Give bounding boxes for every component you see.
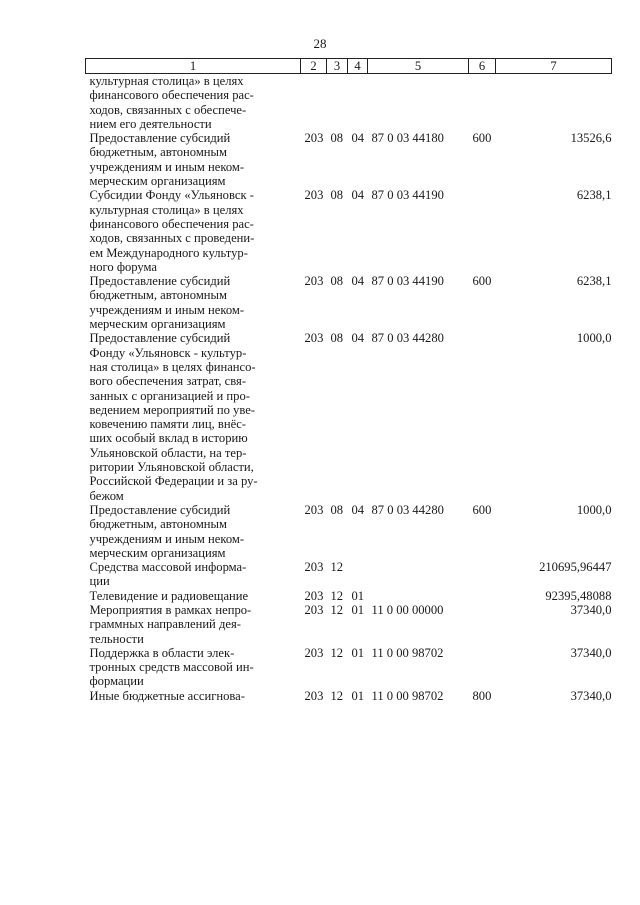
expense-type: 600 (472, 274, 492, 289)
header-col-2: 2 (301, 59, 327, 74)
item-name-line: мерческим организациям (89, 317, 226, 332)
item-name-line: занных с организацией и про- (89, 388, 250, 403)
target-article: 87 0 03 44190 (371, 188, 444, 203)
item-name-line: ходов, связанных с проведени- (89, 231, 255, 246)
table-row (86, 331, 612, 503)
item-name (86, 589, 301, 603)
section-code: 08 (330, 502, 344, 517)
item-name-line: Предоставление субсидий (89, 331, 231, 346)
item-name-line: Мероприятия в рамках непро- (89, 602, 252, 617)
header-col-5: 5 (368, 59, 469, 74)
header-col-4: 4 (348, 59, 368, 74)
ved-code: 203 (304, 502, 324, 517)
section-code: 12 (330, 560, 344, 575)
item-name-line: ного форума (89, 259, 158, 274)
amount: 1000,0 (576, 502, 612, 517)
item-name-line: учреждениям и иным неком- (89, 159, 245, 174)
subsection-code: 04 (351, 331, 365, 346)
item-name-line: формации (89, 674, 144, 689)
item-name-line: Субсидии Фонду «Ульяновск - (89, 188, 254, 203)
ved-code: 203 (304, 331, 324, 346)
budget-table (85, 58, 612, 703)
amount: 92395,48088 (545, 588, 612, 603)
table-row (86, 274, 612, 331)
target-article: 11 0 00 00000 (371, 602, 444, 617)
item-name (86, 274, 301, 331)
target-article (368, 74, 469, 132)
item-name-line: ритории Ульяновской области, (89, 460, 254, 475)
item-name-line: бюджетным, автономным (89, 288, 227, 303)
expense-type: 800 (472, 688, 492, 703)
expense-type (469, 74, 496, 132)
item-name-line: Поддержка в области элек- (89, 645, 235, 660)
subsection-code (348, 74, 368, 132)
amount: 1000,0 (576, 331, 612, 346)
item-name-line: мерческим организациям (89, 174, 226, 189)
subsection-code: 04 (351, 274, 365, 289)
item-name-line: мерческим организациям (89, 545, 226, 560)
section-code: 12 (330, 645, 344, 660)
item-name-line: тельности (89, 631, 144, 646)
header-row (86, 59, 612, 74)
header-col-3: 3 (327, 59, 348, 74)
expense-type: 600 (472, 131, 492, 146)
section-code: 12 (330, 588, 344, 603)
ved-code: 203 (304, 602, 324, 617)
subsection-code: 01 (351, 645, 365, 660)
subsection-code: 04 (351, 502, 365, 517)
item-name-line: Предоставление субсидий (89, 502, 231, 517)
table-row (86, 503, 612, 560)
target-article: 87 0 03 44180 (371, 131, 444, 146)
item-name (86, 74, 301, 132)
item-name-line: ведением мероприятий по уве- (89, 402, 255, 417)
section-code: 08 (330, 274, 344, 289)
amount (496, 74, 612, 132)
amount: 13526,6 (570, 131, 612, 146)
page-number: 28 (313, 36, 327, 51)
subsection-code: 04 (351, 131, 365, 146)
item-name-line: учреждениям и иным неком- (89, 531, 245, 546)
table-row (86, 603, 612, 646)
subsection-code (348, 560, 368, 589)
target-article (368, 589, 469, 603)
table-row (86, 131, 612, 188)
item-name-line: Российской Федерации и за ру- (89, 474, 258, 489)
expense-type (469, 560, 496, 589)
table-row (86, 689, 612, 703)
item-name-line: тронных средств массовой ин- (89, 660, 254, 675)
section-code: 12 (330, 602, 344, 617)
header-col-7: 7 (496, 59, 612, 74)
item-name (86, 560, 301, 589)
item-name-line: ем Международного культур- (89, 245, 248, 260)
item-name-line: Предоставление субсидий (89, 131, 231, 146)
table-row (86, 188, 612, 274)
section-code: 08 (330, 331, 344, 346)
item-name (86, 503, 301, 560)
ved-code: 203 (304, 588, 324, 603)
item-name-line: граммных направлений дея- (89, 617, 241, 632)
item-name-line: бюджетным, автономным (89, 517, 227, 532)
amount: 210695,96447 (539, 560, 612, 575)
section-code: 12 (330, 688, 344, 703)
section-code: 08 (330, 131, 344, 146)
target-article: 11 0 00 98702 (371, 645, 444, 660)
expense-type (469, 603, 496, 646)
item-name-line: финансового обеспечения рас- (89, 88, 254, 103)
item-name-line: учреждениям и иным неком- (89, 302, 245, 317)
amount: 6238,1 (576, 274, 612, 289)
item-name-line: Средства массовой информа- (89, 560, 247, 575)
header-col-1: 1 (86, 59, 301, 74)
item-name (86, 188, 301, 274)
target-article: 87 0 03 44280 (371, 331, 444, 346)
expense-type (469, 188, 496, 274)
item-name-line: бежом (89, 488, 124, 503)
amount: 37340,0 (570, 688, 612, 703)
table-row (86, 74, 612, 132)
item-name-line: Фонду «Ульяновск - культур- (89, 345, 247, 360)
item-name-line: ходов, связанных с обеспече- (89, 102, 247, 117)
expense-type (469, 589, 496, 603)
item-name-line: финансового обеспечения рас- (89, 216, 254, 231)
item-name-line: Ульяновской области, на тер- (89, 445, 247, 460)
subsection-code: 01 (351, 688, 365, 703)
item-name-line: культурная столица» в целях (89, 202, 244, 217)
item-name-line: ших особый вклад в историю (89, 431, 248, 446)
ved-code: 203 (304, 560, 324, 575)
ved-code: 203 (304, 688, 324, 703)
item-name (86, 603, 301, 646)
item-name-line: вого обеспечения затрат, свя- (89, 374, 247, 389)
item-name-line: бюджетным, автономным (89, 145, 227, 160)
subsection-code: 01 (351, 588, 365, 603)
item-name (86, 646, 301, 689)
ved-code: 203 (304, 274, 324, 289)
ved-code (301, 74, 327, 132)
amount: 37340,0 (570, 645, 612, 660)
item-name-line: культурная столица» в целях (89, 74, 244, 88)
item-name-line: ции (89, 574, 110, 589)
item-name-line: Иные бюджетные ассигнова- (89, 688, 245, 703)
header-col-6: 6 (469, 59, 496, 74)
target-article: 87 0 03 44280 (371, 502, 444, 517)
item-name (86, 689, 301, 703)
table-row (86, 589, 612, 603)
ved-code: 203 (304, 131, 324, 146)
section-code (327, 74, 348, 132)
target-article: 87 0 03 44190 (371, 274, 444, 289)
target-article: 11 0 00 98702 (371, 688, 444, 703)
expense-type (469, 646, 496, 689)
ved-code: 203 (304, 645, 324, 660)
amount: 37340,0 (570, 602, 612, 617)
section-code: 08 (330, 188, 344, 203)
expense-type (469, 331, 496, 503)
item-name-line: Предоставление субсидий (89, 274, 231, 289)
item-name-line: ная столица» в целях финансо- (89, 359, 256, 374)
ved-code: 203 (304, 188, 324, 203)
item-name (86, 331, 301, 503)
item-name-line: ковечению памяти лиц, внёс- (89, 417, 246, 432)
expense-type: 600 (472, 502, 492, 517)
target-article (368, 560, 469, 589)
subsection-code: 01 (351, 602, 365, 617)
table-row (86, 646, 612, 689)
table-row (86, 560, 612, 589)
amount: 6238,1 (576, 188, 612, 203)
subsection-code: 04 (351, 188, 365, 203)
item-name-line: нием его деятельности (89, 116, 212, 131)
item-name-line: Телевидение и радиовещание (89, 588, 249, 603)
item-name (86, 131, 301, 188)
